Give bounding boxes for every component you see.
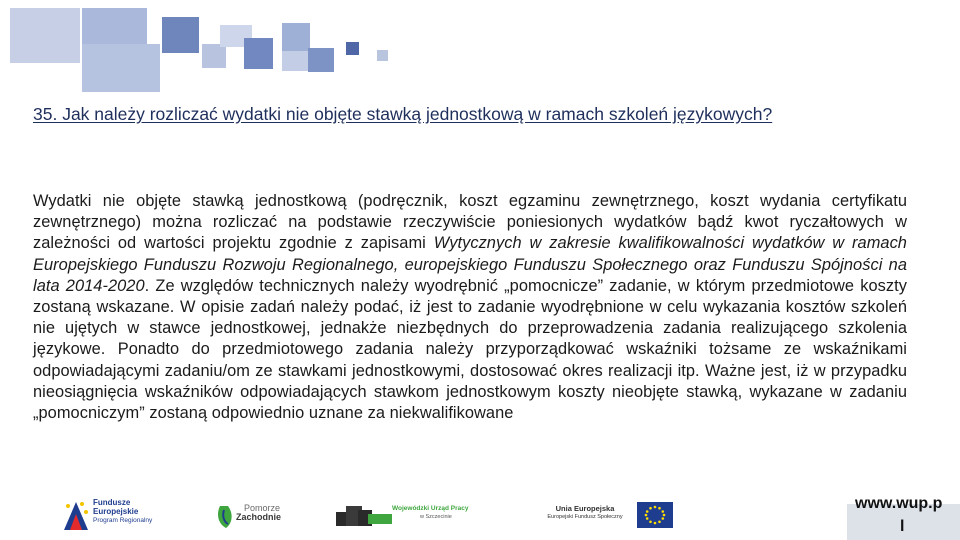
deco-square — [282, 23, 310, 51]
decorative-squares — [0, 0, 400, 95]
pomorze-zachodnie-logo — [214, 500, 284, 532]
fe-emblem-icon — [62, 498, 90, 532]
eu-flag-icon — [637, 502, 673, 528]
ue-label-1: Unia Europejska — [555, 504, 615, 513]
ue-label-2: Europejski Fundusz Społeczny — [547, 514, 623, 520]
deco-square — [244, 38, 273, 69]
deco-square — [282, 51, 310, 71]
wup-label-1: Wojewódzki Urząd Pracy — [392, 505, 469, 512]
deco-square — [346, 42, 359, 55]
deco-square — [10, 8, 80, 63]
pomorze-label-1: Pomorze — [244, 503, 281, 513]
website-url[interactable]: www.wup.p — [855, 495, 943, 512]
wup-label-2: w Szczecinie — [420, 514, 452, 520]
question-heading: 35. Jak należy rozliczać wydatki nie objęte stawką jednostkową w ramach szkoleń językowych? — [33, 104, 773, 124]
deco-square — [82, 44, 160, 92]
answer-italic-reference: Wytycznych w zakresie kwalifikowalności wydatków w ramach Europejskiego Funduszu Rozwoju Regionalnego, europejskiego Funduszu Społecznego oraz Funduszu Spójności na lata 2014-2020 — [33, 234, 907, 295]
fundusze-europejskie-logo — [62, 496, 172, 534]
answer-text-continued: . Ze względów technicznych należy wyodrębnić „pomocnicze” zadanie, w którym przedmiotowe koszty zostaną wskazane. W opisie zadań należy podać, iż jest to zadanie wyodrębnione w celu wykazania kosztów szkoleń nie ujętych w stawce jednostkowej, jednakże niezbędnych do przeprowadzenia zadania realizującego szkolenia językowe. Ponadto do przedmiotowego zadania należy przyporządkować wskaźniki tożsame ze wskaźnikami odpowiadającymi zadaniu/om ze stawkami jednostkowymi, dostosować okres realizacji itp. Ważne jest, iż w przypadku nieosiągnięcia wskaźników odpowiadających stawkom jednostkowym koszty nieobjęte stawką, wykazane w zadaniu „pomocniczym” zostaną odpowiednio uznane za niekwalifikowane — [33, 276, 907, 423]
deco-square — [162, 17, 199, 53]
unia-europejska-logo — [540, 500, 675, 532]
fe-label-1: Fundusze — [93, 498, 131, 507]
website-url-tail[interactable]: l — [900, 518, 905, 535]
fe-label-3: Program Regionalny — [93, 517, 153, 524]
fe-label-2: Europejskie — [93, 507, 139, 516]
deco-square — [377, 50, 388, 61]
deco-square — [202, 44, 226, 68]
pomorze-label-2: Zachodnie — [236, 512, 282, 522]
pomorze-emblem-icon — [214, 502, 236, 530]
answer-text: Wydatki nie objęte stawką jednostkową (podręcznik, koszt egzaminu zewnętrznego, koszt wydania certyfikatu zewnętrznego) można rozliczać na podstawie rzeczywiście poniesionych wydatków bądź kwot ryczałtowych w zależności od wartości projektu zgodnie z zapisami — [33, 192, 907, 253]
wup-emblem-icon — [336, 502, 394, 528]
answer-paragraph — [33, 191, 907, 424]
wup-szczecin-logo — [336, 502, 486, 532]
deco-square — [308, 48, 334, 72]
footer-logos — [0, 490, 960, 540]
